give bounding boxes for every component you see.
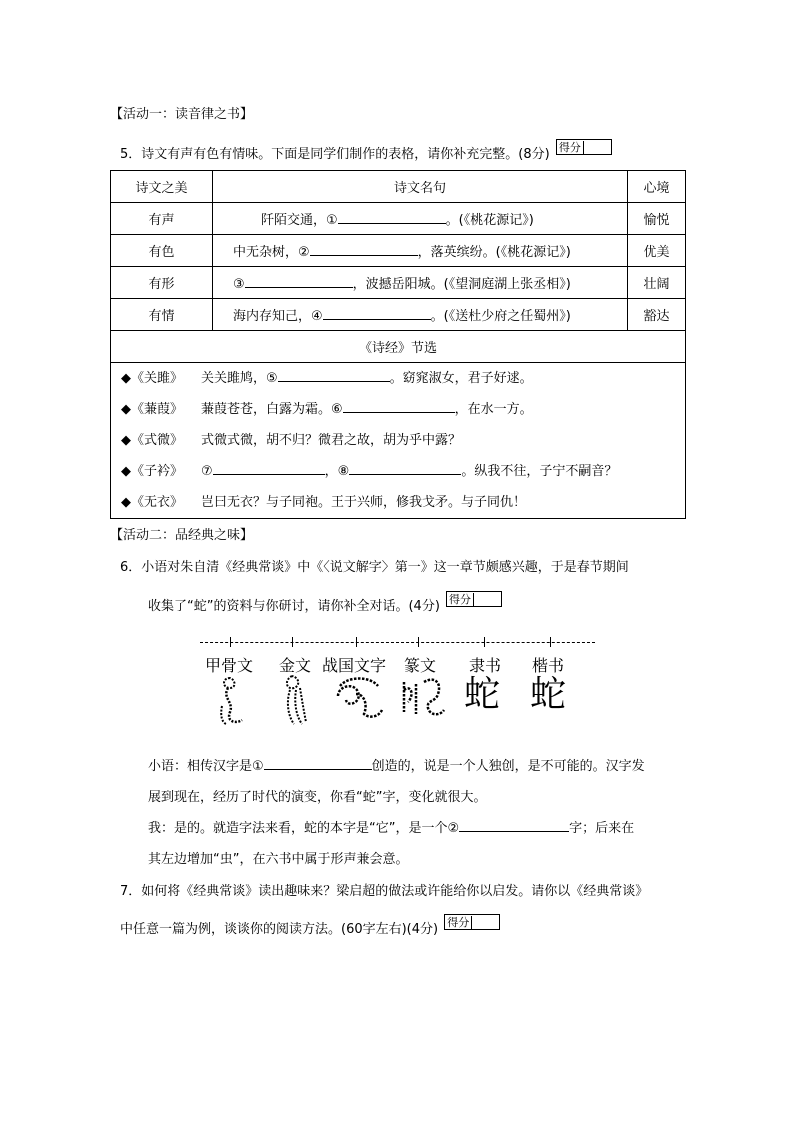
timeline-tick	[292, 637, 293, 647]
q7-line1: 7．如何将《经典常谈》读出趣味来？梁启超的做法或许能给你以启发。请你以《经典常谈》	[120, 884, 649, 899]
score-label: 得分	[445, 916, 472, 930]
blank-5[interactable]	[278, 367, 390, 382]
selection-text: ⑦	[201, 464, 213, 479]
line-text-post: 。(《送杜少府之任蜀州》)	[430, 309, 571, 324]
score-label: 得分	[557, 141, 584, 155]
script-label: 战国文字	[322, 656, 387, 675]
section-title: 《诗经》节选	[111, 331, 686, 363]
blank-6[interactable]	[343, 398, 455, 413]
timeline	[200, 642, 595, 645]
blank-8[interactable]	[349, 460, 461, 475]
dialog-2	[148, 817, 634, 836]
q6-line2: 收集了“蛇”的资料与你研讨，请你补全对话。(4分)	[148, 599, 440, 614]
line-text-post: ，落英缤纷。(《桃花源记》)	[417, 245, 571, 260]
row-mood: 愉悦	[628, 203, 686, 235]
dialog1-post: 创造的，说是一个人独创，是不可能的。汉字发	[371, 759, 645, 774]
timeline-tick	[418, 637, 419, 647]
selection-text-post: 。纵我不往，子宁不嗣音？	[461, 464, 618, 479]
table-row	[111, 235, 686, 267]
section-title-row	[111, 331, 686, 363]
script-label: 金文	[279, 656, 312, 675]
selection-text: 关关雎鸠，⑤	[201, 371, 278, 386]
blank-q6-1[interactable]	[264, 769, 372, 770]
script-label: 甲骨文	[205, 656, 254, 675]
selection-title: ◆《式微》	[121, 433, 183, 448]
header-lines: 诗文名句	[213, 171, 628, 203]
blank-3[interactable]	[245, 287, 353, 288]
q7-question-line2	[120, 918, 500, 937]
line-text-pre: 阡陌交通，①	[261, 213, 338, 228]
header-mood: 心境	[628, 171, 686, 203]
blank-4[interactable]	[323, 319, 431, 320]
selection-title: ◆《子衿》	[121, 464, 183, 479]
table-row	[111, 299, 686, 331]
selection-title: ◆《无衣》	[121, 495, 183, 510]
bronze-snake-glyph	[278, 672, 312, 728]
line-text-pre: 中无杂树，②	[233, 245, 310, 260]
blank-1[interactable]	[338, 223, 446, 224]
blank-q6-2[interactable]	[459, 831, 569, 832]
blank-2[interactable]	[310, 255, 418, 256]
line-text-pre: ③	[233, 277, 245, 292]
row-line	[213, 203, 628, 235]
row-line	[213, 267, 628, 299]
selection-item	[111, 394, 685, 425]
dialog2-line2: 其左边增加“虫”，在六书中属于形声兼会意。	[148, 852, 409, 867]
selection-item	[111, 487, 685, 518]
activity2-title: 【活动二：品经典之味】	[110, 528, 254, 543]
oracle-bone-snake-glyph	[212, 672, 252, 728]
selections-cell	[111, 363, 686, 519]
dialog1-pre: 小语：相传汉字是①	[148, 759, 264, 774]
header-beauty: 诗文之美	[111, 171, 213, 203]
table-row	[111, 203, 686, 235]
selection-item	[111, 425, 685, 456]
dialog1-line2: 展到现在，经历了时代的演变，你看“蛇”字，变化就很大。	[148, 790, 487, 805]
selection-item	[111, 456, 685, 487]
selection-text-mid: ，⑧	[324, 464, 350, 479]
script-label: 篆文	[404, 656, 437, 675]
selection-text-post: 。窈窕淑女，君子好逑。	[389, 371, 533, 386]
line-text-pre: 海内存知己，④	[233, 309, 323, 324]
row-line	[213, 235, 628, 267]
selections-row	[111, 363, 686, 519]
score-box[interactable]	[446, 591, 502, 607]
timeline-tick	[230, 637, 231, 647]
row-mood: 优美	[628, 235, 686, 267]
row-mood: 豁达	[628, 299, 686, 331]
table-row	[111, 267, 686, 299]
row-beauty: 有形	[111, 267, 213, 299]
script-label: 隶书	[469, 656, 502, 675]
row-beauty: 有色	[111, 235, 213, 267]
line-text-post: 。(《桃花源记》)	[445, 213, 534, 228]
q5-question	[120, 143, 612, 162]
score-label: 得分	[447, 593, 474, 607]
selection-text: 式微式微，胡不归？微君之故，胡为乎中露？	[201, 433, 462, 448]
row-beauty: 有情	[111, 299, 213, 331]
q5-text: 5．诗文有声有色有情味。下面是同学们制作的表格，请你补充完整。(8分)	[120, 147, 550, 162]
activity1-title: 【活动一：读音律之书】	[110, 107, 254, 122]
selection-text-post: ，在水一方。	[454, 402, 533, 417]
q6-line1: 6．小语对朱自清《经典常谈》中《〈说文解字〉第一》这一章节颇感兴趣，于是春节期间	[120, 560, 629, 575]
warring-states-snake-glyph	[334, 672, 386, 722]
timeline-tick	[550, 637, 551, 647]
seal-script-snake-glyph	[400, 672, 446, 722]
selection-item	[111, 363, 685, 394]
q6-question-line2	[148, 595, 502, 614]
row-beauty: 有声	[111, 203, 213, 235]
score-box[interactable]	[444, 914, 500, 930]
row-line	[213, 299, 628, 331]
score-box[interactable]	[556, 139, 612, 155]
script-label: 楷书	[532, 656, 565, 675]
q7-line2: 中任意一篇为例，谈谈你的阅读方法。(60字左右)(4分)	[120, 922, 439, 937]
dialog-1	[148, 755, 645, 774]
blank-7[interactable]	[213, 460, 325, 475]
clerical-snake-glyph: 蛇	[464, 674, 501, 715]
selection-title: ◆《蒹葭》	[121, 402, 183, 417]
line-text-post: ，波撼岳阳城。(《望洞庭湖上张丞相》)	[352, 277, 571, 292]
timeline-tick	[356, 637, 357, 647]
selection-title: ◆《关雎》	[121, 371, 183, 386]
poem-table	[110, 170, 686, 519]
dialog2-post: 字；后来在	[569, 821, 635, 836]
dialog2-pre: 我：是的。就造字法来看，蛇的本字是“它”，是一个②	[148, 821, 460, 836]
selection-text: 岂曰无衣？与子同袍。王于兴师，修我戈矛。与子同仇！	[201, 495, 527, 510]
row-mood: 壮阔	[628, 267, 686, 299]
table-header-row	[111, 171, 686, 203]
selection-text: 蒹葭苍苍，白露为霜。⑥	[201, 402, 343, 417]
regular-snake-glyph: 蛇	[530, 674, 567, 715]
timeline-tick	[484, 637, 485, 647]
